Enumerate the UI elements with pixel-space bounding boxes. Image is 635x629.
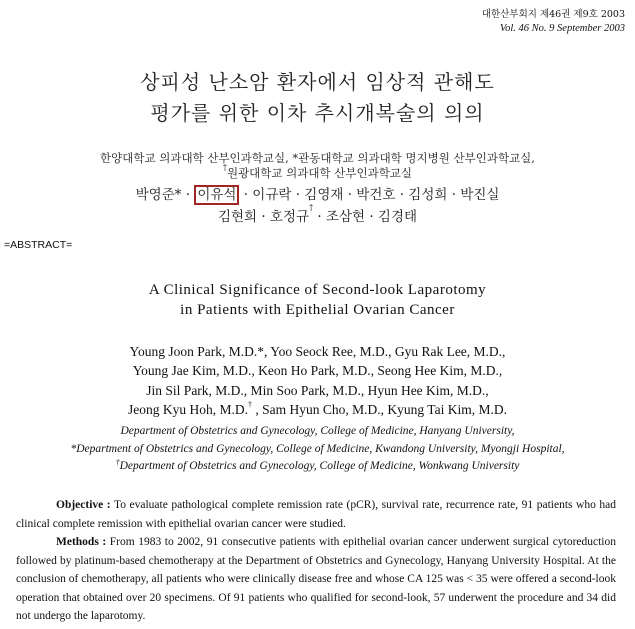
objective-text: To evaluate pathological complete remission rate (pCR), survival rate, recurrence rate, 91 patients who had clinical complete remission with epithelial ovarian cancer were studied.	[16, 499, 616, 530]
ko-authors-line2-a: 김현희 · 호정규	[217, 209, 310, 225]
department-line3	[0, 460, 635, 472]
ko-authors-rest: · 이규락 · 김영재 · 박건호 · 김성희 · 박진실	[239, 187, 500, 203]
en-authors-line1: Young Joon Park, M.D.*, Yoo Seock Ree, M.D., Gyu Rak Lee, M.D.,	[129, 344, 506, 359]
dagger-mark: †	[115, 458, 120, 467]
department-line1: Department of Obstetrics and Gynecology, College of Medicine, Hanyang University,	[120, 425, 515, 437]
ko-authors-line2	[0, 205, 635, 225]
abstract-heading: =ABSTRACT=	[4, 239, 73, 251]
highlighted-author-name[interactable]: 이유석	[194, 185, 239, 205]
en-authors-line4	[0, 402, 635, 418]
en-title-line1: A Clinical Significance of Second-look Laparotomy	[148, 282, 487, 298]
ko-affiliation-line2	[0, 165, 635, 181]
ko-authors-line2-b: · 조삼현 · 김경태	[313, 209, 418, 225]
ko-affiliation-line2-text: 원광대학교 의과대학 산부인과학교실	[226, 166, 413, 180]
methods-label: Methods :	[56, 536, 107, 548]
journal-ko-line: 대한산부회지 제46권 제9호 2003	[481, 9, 625, 20]
ko-authors-line1	[0, 183, 635, 203]
journal-header	[482, 8, 625, 36]
department-line2: *Department of Obstetrics and Gynecology, College of Medicine, Kwandong University, Myongji Hospital,	[70, 443, 565, 455]
en-authors-line4-b: , Sam Hyun Cho, M.D., Kyung Tai Kim, M.D.	[252, 402, 507, 417]
ko-affiliation-line1: 한양대학교 의과대학 산부인과학교실, *관동대학교 의과대학 명지병원 산부인과학교실,	[100, 151, 535, 165]
department-line3-text: Department of Obstetrics and Gynecology, College of Medicine, Wonkwang University	[119, 460, 520, 472]
ko-title-line2: 평가를 위한 이차 추시개복술의 의의	[150, 101, 485, 125]
ko-title-line1: 상피성 난소암 환자에서 임상적 관해도	[140, 70, 495, 94]
en-authors-line4-a: Jeong Kyu Hoh, M.D.	[128, 402, 249, 417]
objective-label: Objective :	[56, 499, 111, 511]
journal-en-line: Vol. 46 No. 9 September 2003	[499, 23, 625, 34]
ko-author-first: 박영준* ·	[135, 187, 195, 203]
methods-text: From 1983 to 2002, 91 consecutive patients with epithelial ovarian cancer underwent surgical cytoreduction followed by platinum-based chemotherapy at the Department of Obstetrics and Gynecology, Hanyang University Hospital. At the conclusion of chemotherapy, all patients who were clinically disease free and whose CA 125 was < 35 were offered a second-look operation that obtained over 20 specimens. Of 91 patients who qualified for second-look, 57 underwent the procedure and 34 did not undergo the laparotomy.	[16, 536, 617, 622]
objective-paragraph	[16, 496, 616, 533]
dagger-mark: †	[248, 400, 253, 409]
methods-paragraph	[16, 533, 616, 626]
dagger-mark: †	[309, 203, 314, 212]
en-title-line2: in Patients with Epithelial Ovarian Cancer	[180, 302, 455, 318]
en-authors-line2: Young Jae Kim, M.D., Keon Ho Park, M.D., Seong Hee Kim, M.D.,	[132, 363, 503, 378]
en-authors-line3: Jin Sil Park, M.D., Min Soo Park, M.D., Hyun Hee Kim, M.D.,	[146, 383, 489, 398]
dagger-mark: †	[222, 163, 227, 172]
